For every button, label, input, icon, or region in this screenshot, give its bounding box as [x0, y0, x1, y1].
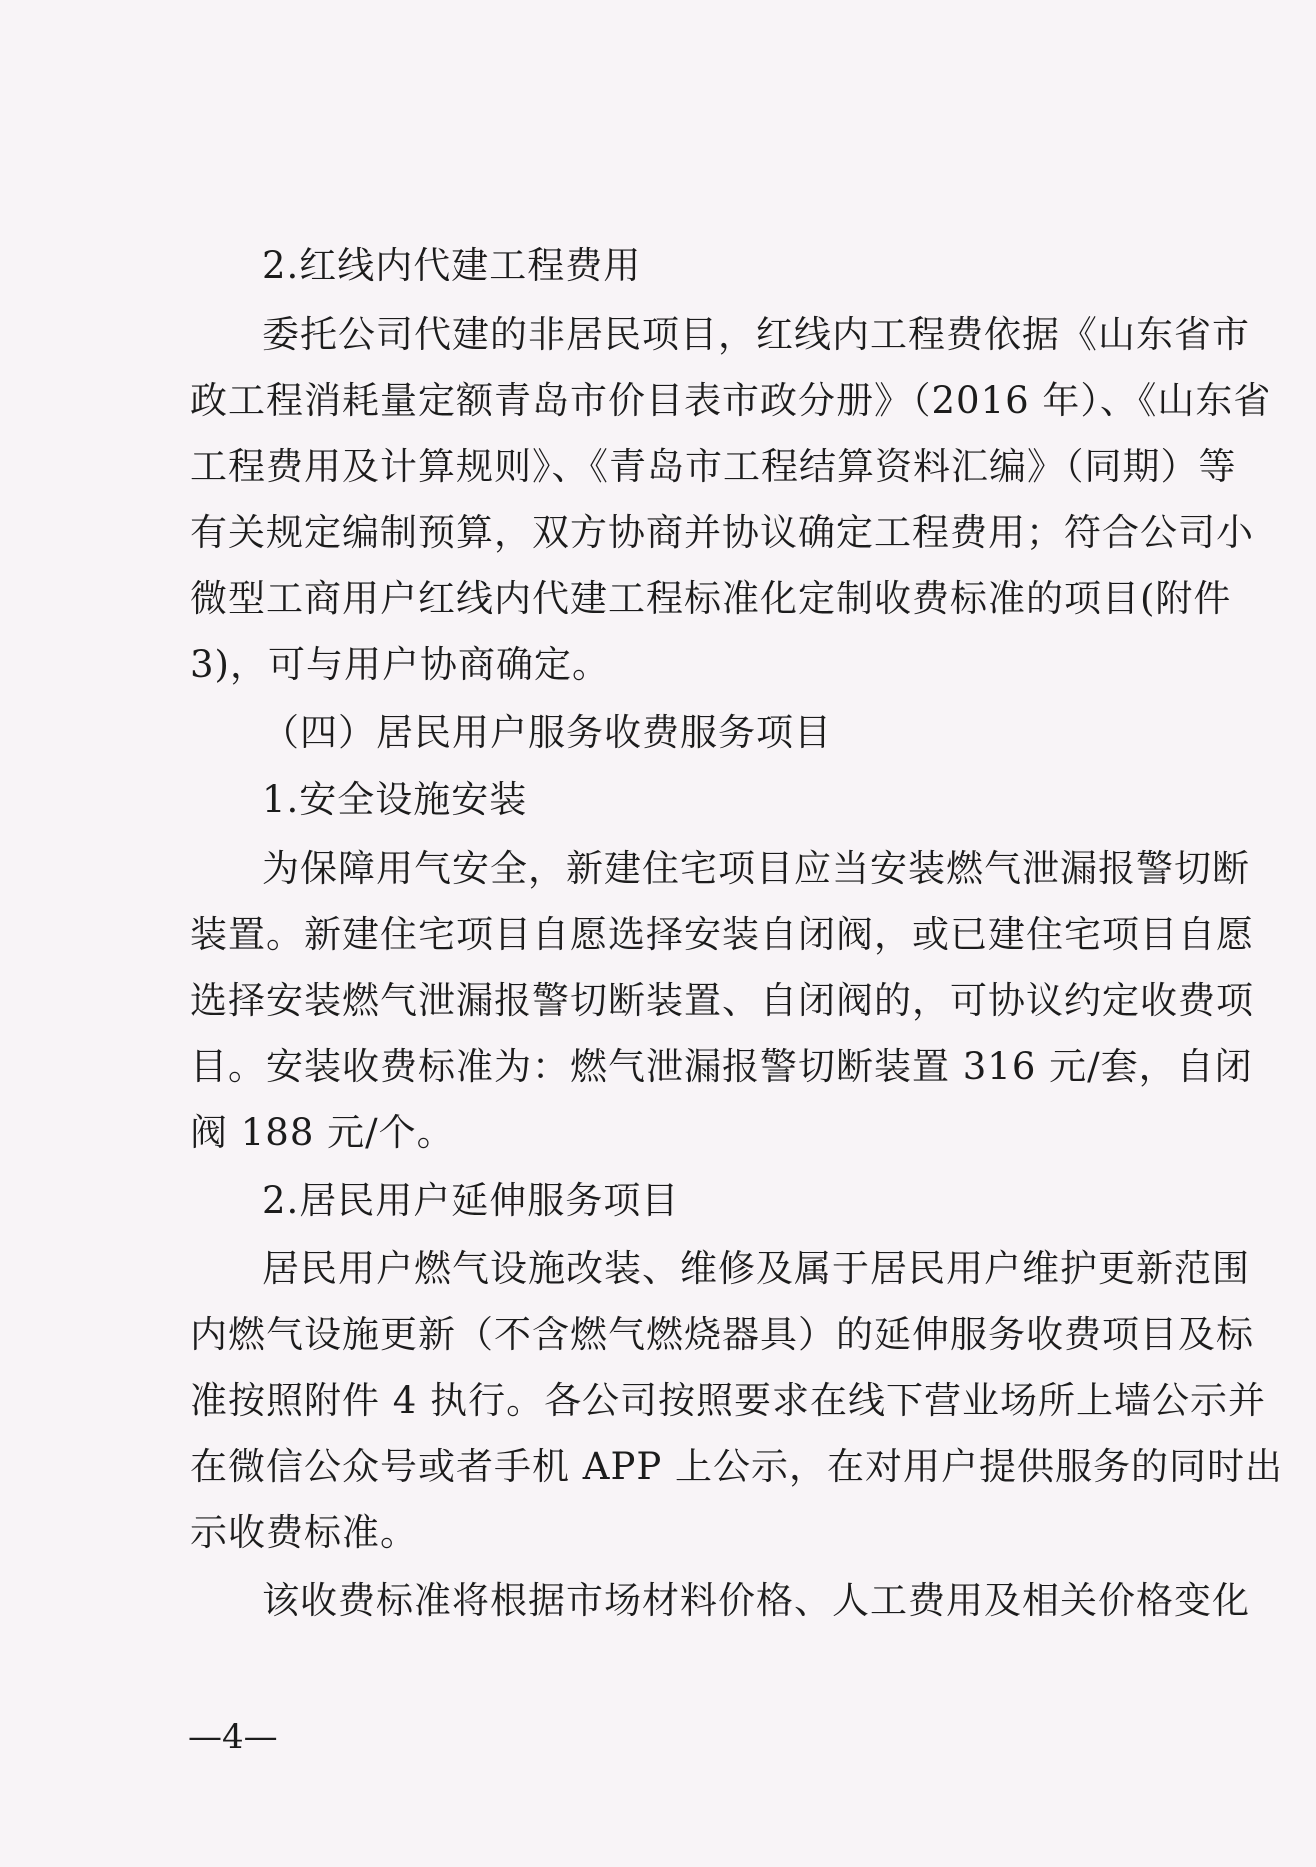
- paragraph-line: 居民用户燃气设施改装、维修及属于居民用户维护更新范围: [262, 1247, 1250, 1290]
- paragraph-line: 3)，可与用户协商确定。: [190, 643, 610, 686]
- paragraph-line: 有关规定编制预算，双方协商并协议确定工程费用；符合公司小: [190, 511, 1254, 554]
- paragraph-line: 内燃气设施更新（不含燃气燃烧器具）的延伸服务收费项目及标: [190, 1313, 1254, 1356]
- paragraph-line: 选择安装燃气泄漏报警切断装置、自闭阀的，可协议约定收费项: [190, 979, 1254, 1022]
- subheading-extended-services: 2.居民用户延伸服务项目: [262, 1179, 680, 1222]
- paragraph-line: 微型工商用户红线内代建工程标准化定制收费标准的项目(附件: [190, 577, 1232, 620]
- page-number: —4—: [188, 1717, 278, 1757]
- paragraph-line: 准按照附件 4 执行。各公司按照要求在线下营业场所上墙公示并: [190, 1379, 1267, 1422]
- paragraph-line: 装置。新建住宅项目自愿选择安装自闭阀，或已建住宅项目自愿: [190, 913, 1254, 956]
- paragraph-line: 工程费用及计算规则》、《青岛市工程结算资料汇编》（同期）等: [190, 445, 1237, 488]
- paragraph-line: 委托公司代建的非居民项目，红线内工程费依据《山东省市: [262, 313, 1250, 356]
- paragraph-line: 该收费标准将根据市场材料价格、人工费用及相关价格变化: [262, 1579, 1250, 1622]
- paragraph-line: 阀 188 元/个。: [190, 1111, 455, 1154]
- paragraph-line: 政工程消耗量定额青岛市价目表市政分册》（2016 年）、《山东省: [190, 379, 1272, 422]
- section-heading-residential-services: （四）居民用户服务收费服务项目: [262, 711, 832, 754]
- subheading-safety-installation: 1.安全设施安装: [262, 778, 528, 821]
- paragraph-line: 为保障用气安全，新建住宅项目应当安装燃气泄漏报警切断: [262, 847, 1250, 890]
- paragraph-line: 在微信公众号或者手机 APP 上公示，在对用户提供服务的同时出: [190, 1445, 1284, 1488]
- paragraph-line: 目。安装收费标准为：燃气泄漏报警切断装置 316 元/套，自闭: [190, 1045, 1253, 1088]
- subheading-red-line-construction-fee: 2.红线内代建工程费用: [262, 244, 642, 287]
- paragraph-line: 示收费标准。: [190, 1511, 418, 1554]
